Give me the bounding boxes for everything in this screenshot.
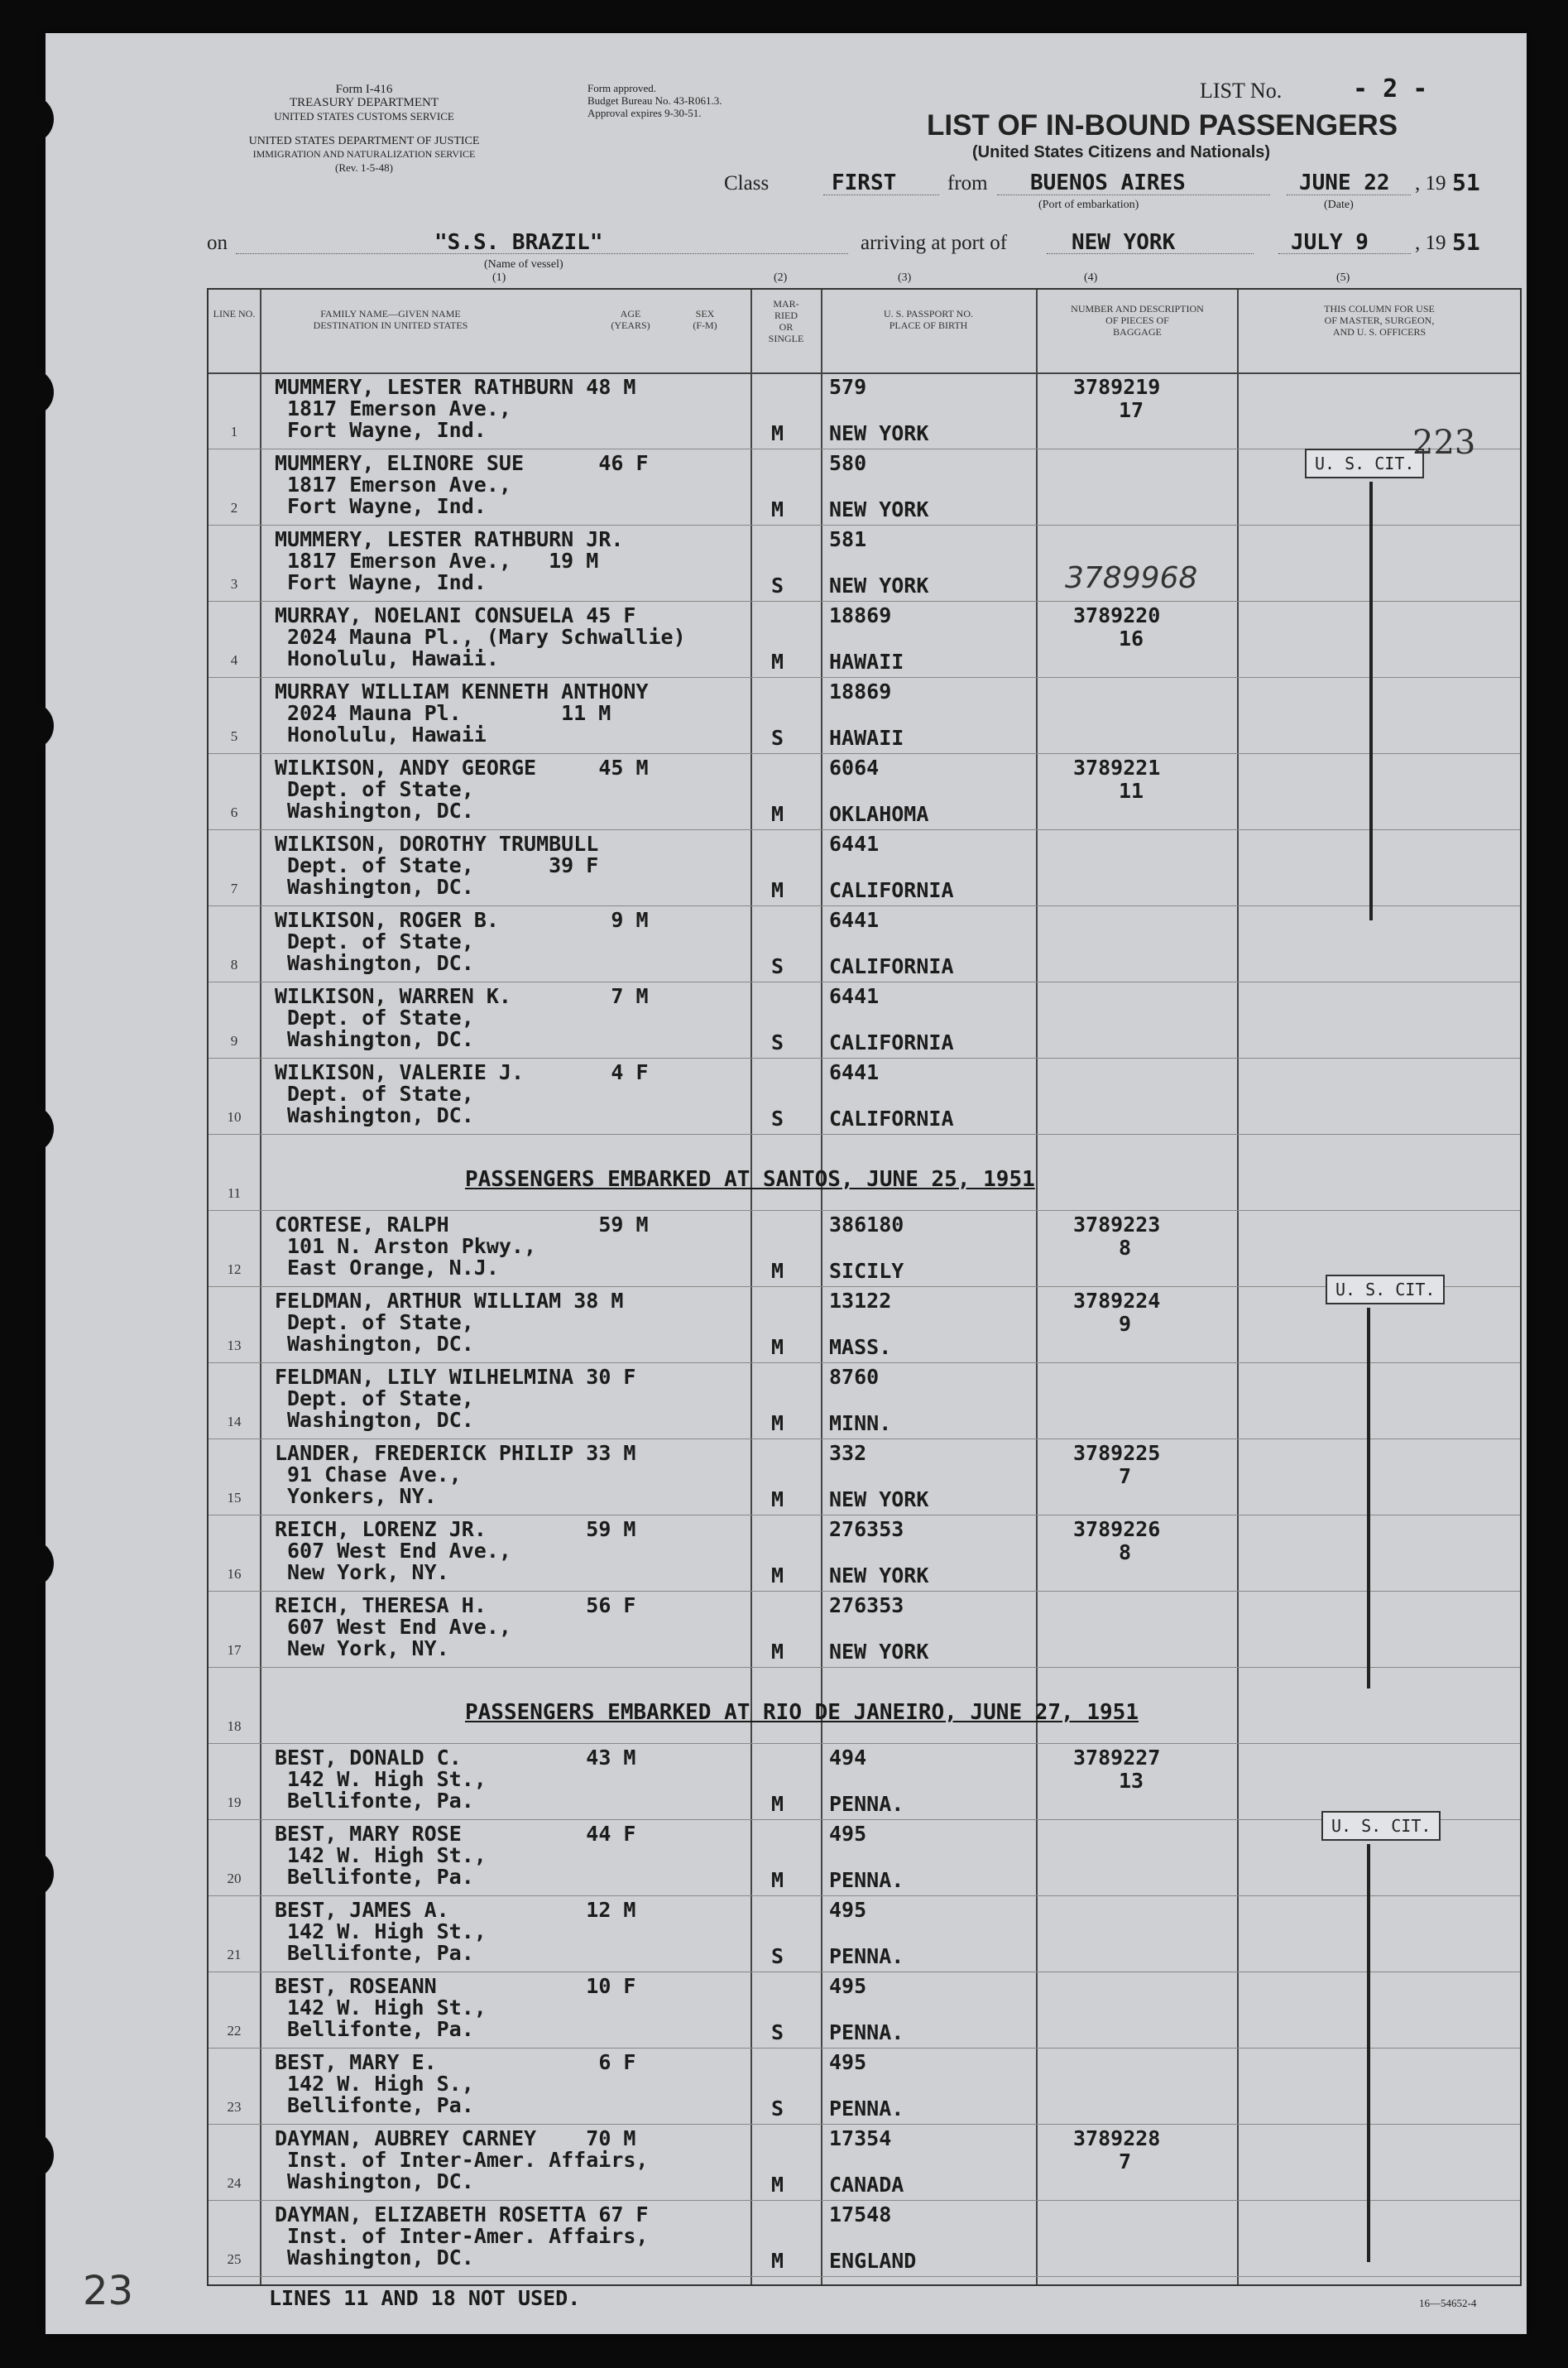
margin-annotation: 23 [83,2268,134,2314]
passenger-address: 101 N. Arston Pkwy., [287,1234,537,1258]
col-header-age: AGE (YEARS) [611,308,650,331]
passenger-name-line: BEST, JAMES A. 12 M [275,1898,636,1922]
passenger-address: 142 W. High S., [287,2072,474,2096]
passport-number: 18869 [829,680,892,704]
marital-status: M [771,1868,784,1892]
passenger-city: Bellifonte, Pa. [287,2017,474,2041]
page-subtitle: (United States Citizens and Nationals) [972,143,1271,161]
passport-number: 494 [829,1746,867,1770]
line-number: 10 [227,1109,242,1125]
place-of-birth: SICILY [829,1259,904,1283]
passenger-address: 607 West End Ave., [287,1615,511,1639]
punch-hole [6,2131,54,2179]
row-divider [209,905,1520,906]
from-label: from [947,172,988,195]
passenger-name-line: MURRAY, NOELANI CONSUELA 45 F [275,603,636,627]
marital-status: M [771,1792,784,1816]
passenger-address: Dept. of State, 39 F [287,853,599,877]
line-number: 15 [227,1490,242,1506]
passport-number: 276353 [829,1593,904,1617]
marital-status: M [771,802,784,826]
bracket-arrow [1369,482,1373,920]
baggage-pieces: 16 [1119,627,1144,651]
line-number: 1 [230,424,238,439]
passenger-name-line: MUMMERY, LESTER RATHBURN 48 M [275,375,636,399]
baggage-pieces: 7 [1119,1464,1132,1488]
line-number: 22 [227,2023,242,2039]
passport-number: 579 [829,375,867,399]
passport-number: 495 [829,2050,867,2074]
baggage-number: 3789227 [1073,1746,1161,1770]
row-divider [209,753,1520,754]
punch-hole [6,1850,54,1898]
approval-expires: Approval expires 9-30-51. [587,107,702,119]
place-of-birth: NEW YORK [829,421,929,445]
passenger-name-line: REICH, LORENZ JR. 59 M [275,1517,636,1541]
passenger-city: Washington, DC. [287,1027,474,1051]
line-number: 9 [230,1033,238,1049]
section-heading: PASSENGERS EMBARKED AT RIO DE JANEIRO, JUNE 27, 1951 [465,1700,1139,1725]
place-of-birth: HAWAII [829,726,904,750]
row-divider [209,2276,1520,2277]
col-header-married: MAR- RIED OR SINGLE [768,298,804,344]
baggage-number: 3789223 [1073,1213,1161,1237]
passport-number: 17354 [829,2126,892,2150]
list-label: LIST No. [1200,79,1283,103]
col-number-3: (3) [898,271,912,284]
embark-year: 51 [1452,169,1480,196]
passenger-name-line: WILKISON, DOROTHY TRUMBULL [275,832,599,856]
passenger-name-line: MURRAY WILLIAM KENNETH ANTHONY [275,680,649,704]
form-number: Form I-416 [335,83,393,96]
marital-status: M [771,2249,784,2273]
passenger-address: 142 W. High St., [287,1843,487,1867]
punch-hole [6,1105,54,1153]
passport-number: 6441 [829,1060,880,1084]
marital-status: S [771,1030,784,1054]
passenger-address: 1817 Emerson Ave., [287,473,511,497]
vessel-name: "S.S. BRAZIL" [434,230,603,255]
line-number: 2 [230,500,238,516]
row-divider [209,1743,1520,1744]
passenger-city: East Orange, N.J. [287,1256,499,1280]
place-of-birth: CALIFORNIA [829,1030,954,1054]
passenger-name-line: FELDMAN, LILY WILHELMINA 30 F [275,1365,636,1389]
passenger-city: New York, NY. [287,1636,449,1660]
line-number: 23 [227,2099,242,2115]
page-title: LIST OF IN-BOUND PASSENGERS [927,109,1398,142]
col-header-official: THIS COLUMN FOR USE OF MASTER, SURGEON, AND U. S. OFFICERS [1324,303,1435,338]
passenger-name-line: DAYMAN, AUBREY CARNEY 70 M [275,2126,636,2150]
passenger-city: Washington, DC. [287,1103,474,1127]
marital-status: S [771,2097,784,2121]
passport-number: 495 [829,1822,867,1846]
passport-number: 17548 [829,2202,892,2226]
marital-status: S [771,1944,784,1968]
place-of-birth: NEW YORK [829,1487,929,1511]
row-divider [209,2200,1520,2201]
col-number-4: (4) [1084,271,1098,284]
passenger-city: Fort Wayne, Ind. [287,418,487,442]
place-of-birth: CALIFORNIA [829,954,954,978]
passenger-city: Washington, DC. [287,951,474,975]
passenger-address: 607 West End Ave., [287,1539,511,1563]
marital-status: M [771,497,784,521]
passenger-address: 142 W. High St., [287,1996,487,2020]
line-number: 21 [227,1947,242,1962]
port-caption: (Port of embarkation) [1038,199,1139,211]
baggage-number: 3789226 [1073,1517,1161,1541]
passenger-address: Dept. of State, [287,1006,474,1030]
passport-number: 276353 [829,1517,904,1541]
embark-date: JUNE 22 [1299,171,1390,195]
place-of-birth: PENNA. [829,2020,904,2044]
passenger-address: 1817 Emerson Ave., 19 M [287,549,599,573]
place-of-birth: PENNA. [829,1868,904,1892]
passenger-address: 1817 Emerson Ave., [287,396,511,420]
budget-bureau: Budget Bureau No. 43-R061.3. [587,94,722,107]
passport-number: 6441 [829,832,880,856]
row-divider [209,1362,1520,1363]
vessel-caption: (Name of vessel) [484,258,563,271]
passenger-city: Bellifonte, Pa. [287,2093,474,2117]
passenger-city: New York, NY. [287,1560,449,1584]
place-of-birth: NEW YORK [829,574,929,598]
marital-status: M [771,1411,784,1435]
dept-of-justice: UNITED STATES DEPARTMENT OF JUSTICE [248,135,480,147]
class-value: FIRST [832,171,897,195]
place-of-birth: MINN. [829,1411,892,1435]
baggage-number: 3789228 [1073,2126,1161,2150]
passenger-city: Washington, DC. [287,1408,474,1432]
form-approved: Form approved. [587,82,657,94]
class-label: Class [724,172,770,195]
passport-number: 495 [829,1898,867,1922]
passenger-table [207,288,1522,2286]
section-heading: PASSENGERS EMBARKED AT SANTOS, JUNE 25, 1951 [465,1167,1035,1192]
line-number: 3 [230,576,238,592]
passenger-name-line: CORTESE, RALPH 59 M [275,1213,649,1237]
line-number: 12 [227,1261,242,1277]
passenger-city: Honolulu, Hawaii [287,723,487,747]
passenger-manifest-page [46,33,1527,2334]
passenger-city: Washington, DC. [287,799,474,823]
passenger-city: Yonkers, NY. [287,1484,437,1508]
baggage-pieces: 17 [1119,398,1144,422]
marital-status: S [771,1107,784,1131]
col-number-2: (2) [774,271,788,284]
marital-status: M [771,650,784,674]
punch-hole [6,368,54,416]
bracket-arrow [1367,1308,1370,1688]
line-number: 4 [230,652,238,668]
passenger-name-line: REICH, THERESA H. 56 F [275,1593,636,1617]
place-of-birth: CANADA [829,2173,904,2197]
row-divider [209,829,1520,830]
line-number: 7 [230,881,238,896]
row-divider [209,677,1520,678]
place-of-birth: PENNA. [829,1944,904,1968]
passenger-address: Dept. of State, [287,1310,474,1334]
passport-number: 495 [829,1974,867,1998]
passenger-address: 2024 Mauna Pl., (Mary Schwallie) [287,625,686,649]
passenger-city: Washington, DC. [287,2169,474,2193]
line-number: 13 [227,1338,242,1353]
place-of-birth: HAWAII [829,650,904,674]
col-header-name: FAMILY NAME—GIVEN NAME DESTINATION IN UNITED STATES [313,308,468,331]
punch-hole [6,702,54,750]
punch-hole [6,1539,54,1587]
handwritten-baggage: 3789968 [1065,561,1198,595]
passport-number: 6064 [829,756,880,780]
baggage-number: 3789224 [1073,1289,1161,1313]
row-divider [209,1210,1520,1211]
passport-number: 13122 [829,1289,892,1313]
line-number: 8 [230,957,238,973]
passenger-name-line: BEST, MARY E. 6 F [275,2050,636,2074]
passenger-name-line: BEST, ROSEANN 10 F [275,1974,636,1998]
passenger-city: Bellifonte, Pa. [287,1865,474,1889]
marital-status: M [771,2173,784,2197]
place-of-birth: CALIFORNIA [829,878,954,902]
marital-status: S [771,726,784,750]
passenger-city: Washington, DC. [287,875,474,899]
row-divider [209,1286,1520,1287]
passenger-city: Bellifonte, Pa. [287,1941,474,1965]
place-of-birth: CALIFORNIA [829,1107,954,1131]
list-number: - 2 - [1353,74,1428,103]
line-number: 6 [230,805,238,820]
line-number: 16 [227,1566,242,1582]
passenger-address: Dept. of State, [287,929,474,953]
line-number: 5 [230,728,238,744]
passenger-address: Dept. of State, [287,1386,474,1410]
punch-hole [6,95,54,143]
arrival-port: NEW YORK [1072,230,1176,255]
marital-status: M [771,878,784,902]
passenger-address: 2024 Mauna Pl. 11 M [287,701,611,725]
row-divider [209,2048,1520,2049]
passenger-city: Honolulu, Hawaii. [287,646,499,670]
col-header-line: LINE NO. [213,308,256,319]
passenger-city: Fort Wayne, Ind. [287,494,487,518]
passenger-name-line: WILKISON, ANDY GEORGE 45 M [275,756,649,780]
marital-status: M [771,1259,784,1283]
line-number: 20 [227,1871,242,1886]
line-number: 18 [227,1718,242,1734]
line-number: 24 [227,2175,242,2191]
passenger-name-line: LANDER, FREDERICK PHILIP 33 M [275,1441,636,1465]
passport-number: 18869 [829,603,892,627]
treasury-dept: TREASURY DEPARTMENT [289,96,439,109]
us-cit-stamp: U. S. CIT. [1326,1275,1445,1304]
passenger-name-line: BEST, MARY ROSE 44 F [275,1822,636,1846]
passport-number: 581 [829,527,867,551]
passenger-city: Bellifonte, Pa. [287,1789,474,1813]
line-number: 14 [227,1414,242,1429]
line-number: 11 [227,1185,242,1201]
date-caption: (Date) [1324,199,1354,211]
passport-number: 332 [829,1441,867,1465]
passenger-name-line: DAYMAN, ELIZABETH ROSETTA 67 F [275,2202,649,2226]
passenger-name-line: WILKISON, VALERIE J. 4 F [275,1060,649,1084]
marital-status: S [771,574,784,598]
us-cit-stamp: U. S. CIT. [1321,1811,1441,1841]
place-of-birth: PENNA. [829,2097,904,2121]
on-label: on [207,232,228,254]
row-divider [209,1591,1520,1592]
place-of-birth: NEW YORK [829,1640,929,1664]
ins-service: IMMIGRATION AND NATURALIZATION SERVICE [252,148,476,160]
baggage-pieces: 11 [1119,779,1144,803]
arrival-year: 51 [1452,228,1480,256]
marital-status: M [771,1487,784,1511]
baggage-pieces: 8 [1119,1236,1132,1260]
passport-number: 6441 [829,908,880,932]
baggage-number: 3789220 [1073,603,1161,627]
place-of-birth: PENNA. [829,1792,904,1816]
place-of-birth: NEW YORK [829,1563,929,1587]
marital-status: M [771,1640,784,1664]
form-code: 16—54652-4 [1419,2297,1477,2309]
passenger-city: Washington, DC. [287,1332,474,1356]
arriving-label: arriving at port of [861,232,1008,254]
year-prefix-2: , 19 [1415,232,1446,254]
passenger-name-line: FELDMAN, ARTHUR WILLIAM 38 M [275,1289,624,1313]
passenger-city: Washington, DC. [287,2246,474,2270]
passenger-address: Dept. of State, [287,1082,474,1106]
marital-status: S [771,2020,784,2044]
marital-status: M [771,1335,784,1359]
place-of-birth: NEW YORK [829,497,929,521]
line-number: 25 [227,2251,242,2267]
passport-number: 580 [829,451,867,475]
passenger-city: Fort Wayne, Ind. [287,570,487,594]
footer-note: LINES 11 AND 18 NOT USED. [269,2286,581,2310]
marital-status: S [771,954,784,978]
row-divider [209,1667,1520,1668]
baggage-pieces: 9 [1119,1312,1132,1336]
marital-status: M [771,421,784,445]
passenger-address: 91 Chase Ave., [287,1463,462,1487]
line-number: 17 [227,1642,242,1658]
passport-number: 8760 [829,1365,880,1389]
bracket-arrow [1367,1844,1370,2262]
row-divider [209,1134,1520,1135]
line-number: 19 [227,1794,242,1810]
col-header-baggage: NUMBER AND DESCRIPTION OF PIECES OF BAGGAGE [1071,303,1204,338]
passenger-name-line: MUMMERY, ELINORE SUE 46 F [275,451,649,475]
row-divider [209,525,1520,526]
row-divider [209,1058,1520,1059]
col-number-1: (1) [492,271,506,284]
passenger-address: 142 W. High St., [287,1767,487,1791]
passenger-name-line: BEST, DONALD C. 43 M [275,1746,636,1770]
us-cit-stamp: U. S. CIT. [1305,449,1424,478]
baggage-number: 3789221 [1073,756,1161,780]
passenger-name-line: WILKISON, ROGER B. 9 M [275,908,649,932]
place-of-birth: MASS. [829,1335,892,1359]
passenger-address: Inst. of Inter-Amer. Affairs, [287,2148,649,2172]
passenger-address: 142 W. High St., [287,1919,487,1943]
customs-service: UNITED STATES CUSTOMS SERVICE [274,110,454,122]
place-of-birth: OKLAHOMA [829,802,929,826]
arrival-date: JULY 9 [1291,230,1369,255]
revision: (Rev. 1-5-48) [335,161,393,174]
passenger-address: Dept. of State, [287,777,474,801]
baggage-number: 3789219 [1073,375,1161,399]
col-header-sex: SEX (F-M) [693,308,717,331]
handwritten-223: 223 [1412,424,1476,462]
place-of-birth: ENGLAND [829,2249,917,2273]
row-divider [209,2124,1520,2125]
baggage-pieces: 7 [1119,2149,1132,2173]
passport-number: 6441 [829,984,880,1008]
baggage-pieces: 8 [1119,1540,1132,1564]
row-divider [209,1895,1520,1896]
passenger-address: Inst. of Inter-Amer. Affairs, [287,2224,649,2248]
marital-status: M [771,1563,784,1587]
year-prefix: , 19 [1415,172,1446,195]
baggage-number: 3789225 [1073,1441,1161,1465]
passport-number: 386180 [829,1213,904,1237]
col-number-5: (5) [1336,271,1350,284]
row-divider [209,601,1520,602]
col-header-passport: U. S. PASSPORT NO. PLACE OF BIRTH [884,308,973,331]
baggage-pieces: 13 [1119,1769,1144,1793]
passenger-name-line: MUMMERY, LESTER RATHBURN JR. [275,527,624,551]
port-of-embarkation: BUENOS AIRES [1030,171,1186,195]
passenger-name-line: WILKISON, WARREN K. 7 M [275,984,649,1008]
